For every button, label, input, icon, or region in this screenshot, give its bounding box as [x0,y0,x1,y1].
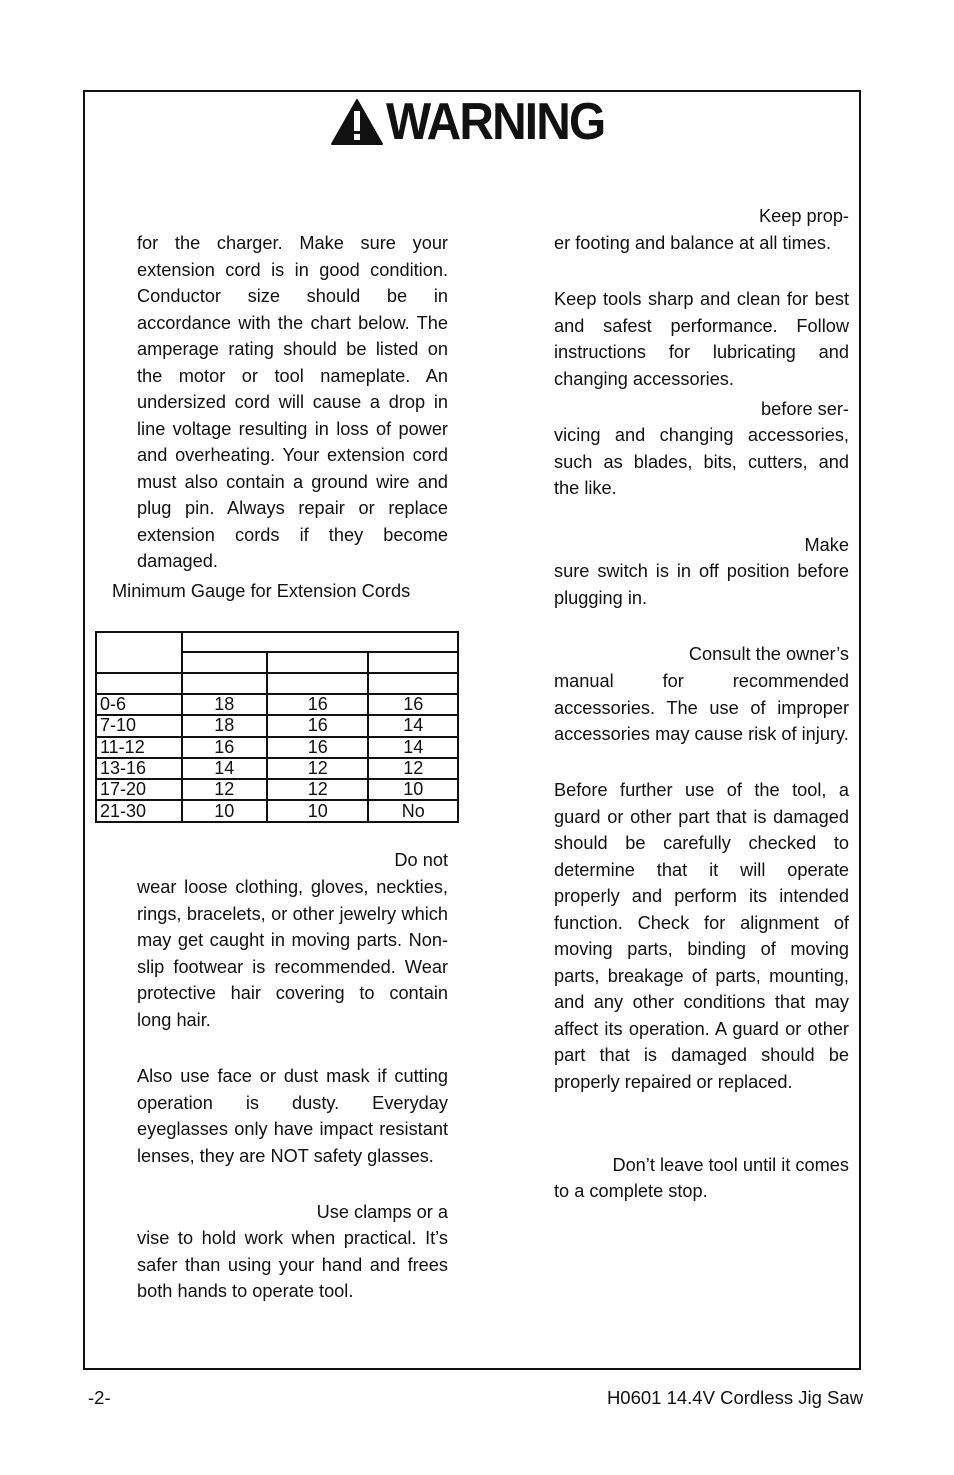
page-number: -2- [88,1387,111,1408]
eye-protection-paragraph: Also use face or dust mask if cutting operation is dusty. Everyday eyeglasses only have impact resistant lenses, they are NOT safety glasses. [137,1066,448,1166]
footing-paragraph-lead: Keep prop- [759,206,849,226]
table-cell: 16 [182,737,268,758]
warning-header [0,92,954,152]
table-cell: 12 [267,758,368,779]
table-header-cell [96,632,182,673]
document-title: H0601 14.4V Cordless Jig Saw [606,1387,863,1408]
footing-paragraph: er footing and balance at all times. [554,233,832,253]
table-cell: 14 [368,737,458,758]
table-cell: 17-20 [96,779,182,800]
table-caption: Minimum Gauge for Extension Cords [112,581,411,601]
table-header-cell [267,652,368,673]
warning-title: WARNING [386,93,605,151]
disconnect-paragraph: vicing and changing accessories, such as blades, bits, cutters, and the like. [554,425,849,498]
switch-paragraph-lead: Make [804,535,849,555]
secure-work-paragraph: vise to hold work when practical. It’s safer than using your hand and frees both hands to operate tool. [137,1228,448,1301]
table-cell: 16 [267,694,368,715]
table-cell: 21-30 [96,800,182,821]
table-cell: 18 [182,715,268,736]
table-header-cell [368,652,458,673]
table-header-cell [182,632,458,652]
extension-cord-gauge-table [95,631,459,823]
table-cell: 16 [267,737,368,758]
table-cell: 16 [267,715,368,736]
clothing-paragraph-lead: Do not [394,850,448,870]
table-cell: 16 [368,694,458,715]
table-cell: 18 [182,694,268,715]
table-header-row [96,632,458,652]
table-cell: 14 [368,715,458,736]
extension-cord-paragraph: for the charger. Make sure your extension cord is in good condition. Conductor size should be in accordance with the chart below. The amperage rating should be listed on the motor or tool nameplate. An undersized cord will cause a drop in line voltage resulting in loss of power and overheating. Your extension cord must also contain a ground wire and plug pin. Always repair or replace extension cords if they become damaged. [137,233,448,571]
unattended-paragraph-lead: Don’t leave tool until it comes [612,1155,849,1175]
table-cell: 0-6 [96,694,182,715]
table-cell: 10 [267,800,368,821]
table-row [96,715,458,736]
table-cell: 13-16 [96,758,182,779]
table-header-cell [368,673,458,694]
table-header-cell [96,673,182,694]
table-cell: 10 [182,800,268,821]
table-header-cell [267,673,368,694]
damaged-parts-paragraph: Before further use of the tool, a guard or other part that is damaged should be carefully checked to determine that it will operate properly and perform its intended function. Check for alignment of moving parts, binding of moving parts, breakage of parts, mounting, and any other conditions that may affect its operation. A guard or other part that is damaged should be properly repaired or replaced. [554,780,849,1092]
table-header-cell [182,652,268,673]
table-cell: 11-12 [96,737,182,758]
maintain-tools-paragraph: Keep tools sharp and clean for best and safest performance. Follow instructions for lubricating and changing accessories. [554,289,849,389]
disconnect-paragraph-lead: before ser- [761,399,849,419]
table-row [96,694,458,715]
table-row [96,779,458,800]
table-cell: 12 [267,779,368,800]
unattended-paragraph: to a complete stop. [554,1181,708,1201]
table-cell: No [368,800,458,821]
table-cell: 12 [368,758,458,779]
accessories-paragraph-lead: Consult the owner’s [688,644,849,664]
table-header-row [96,673,458,694]
clothing-paragraph: wear loose clothing, gloves, neckties, rings, bracelets, or other jewelry which may get caught in moving parts. Non-slip footwear is recommended. Wear protective hair covering to contain long hair. [137,877,448,1030]
table-cell: 7-10 [96,715,182,736]
table-row [96,800,458,821]
table-row [96,737,458,758]
table-header-cell [182,673,268,694]
switch-paragraph: sure switch is in off position before plugging in. [554,561,849,608]
table-cell: 10 [368,779,458,800]
warning-triangle-icon [330,98,384,146]
table-row [96,758,458,779]
secure-work-paragraph-lead: Use clamps or a [316,1202,448,1222]
table-cell: 14 [182,758,268,779]
table-cell: 12 [182,779,268,800]
accessories-paragraph: manual for recommended accessories. The use of improper accessories may cause risk of injury. [554,671,849,744]
